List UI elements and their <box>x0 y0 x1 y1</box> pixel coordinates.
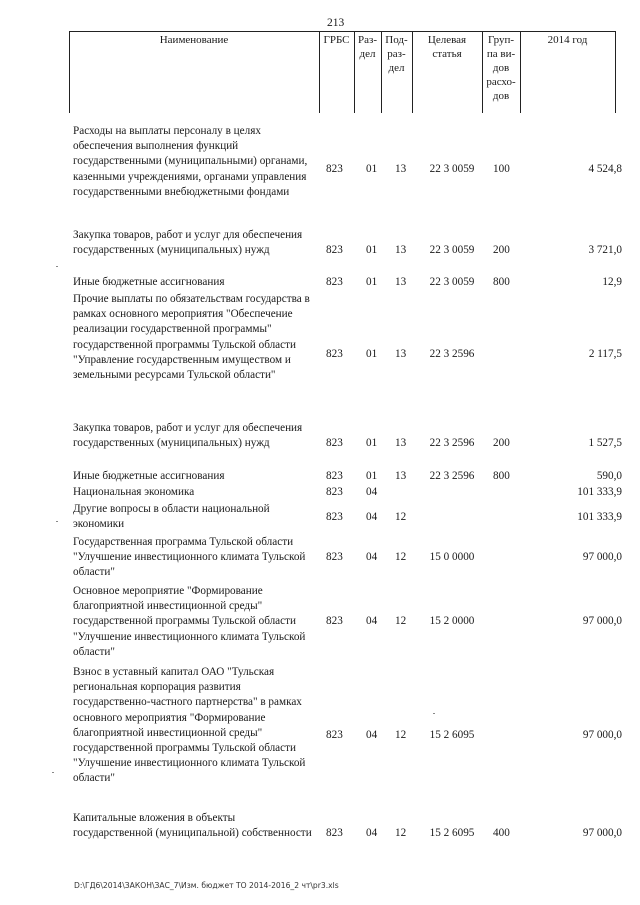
row-vid-rashodov: 100 <box>493 163 510 175</box>
row-razdel: 01 <box>366 437 378 449</box>
row-grbs: 823 <box>326 486 343 498</box>
row-razdel: 01 <box>366 276 378 288</box>
header-podrazdel-line: раз- <box>387 48 406 60</box>
row-podrazdel: 12 <box>395 511 407 523</box>
row-podrazdel: 12 <box>395 551 407 563</box>
row-name: Взнос в уставный капитал ОАО "Тульская региональная корпорация развития государственно-частного партнерства" в рамках основного мероприятия "Формирование благоприятной инвестиционной среды" государственной программы Тульской области "Улучшение инвестиционного климата Тульской области" <box>73 666 306 785</box>
row-celevaya: 22 3 2596 <box>429 348 475 360</box>
row-razdel: 04 <box>366 486 378 498</box>
row-name: Иные бюджетные ассигнования <box>73 470 225 482</box>
row-sum: 12,9 <box>602 276 622 288</box>
row-grbs: 823 <box>326 244 343 256</box>
row-name: Основное мероприятие "Формирование благоприятной инвестиционной среды" государственной программы Тульской области "Улучшение инвестиционного климата Тульской области" <box>73 585 306 658</box>
row-grbs: 823 <box>326 276 343 288</box>
header-year: 2014 год <box>547 34 588 46</box>
header-divider <box>615 31 616 113</box>
row-razdel: 04 <box>366 511 378 523</box>
row-celevaya: 15 2 0000 <box>429 615 475 627</box>
row-celevaya: 22 3 0059 <box>429 276 475 288</box>
row-razdel: 04 <box>366 551 378 563</box>
row-grbs: 823 <box>326 615 343 627</box>
row-podrazdel: 12 <box>395 729 407 741</box>
row-razdel: 01 <box>366 163 378 175</box>
row-razdel: 01 <box>366 470 378 482</box>
row-sum: 97 000,0 <box>582 729 622 741</box>
row-razdel: 01 <box>366 348 378 360</box>
row-name: Расходы на выплаты персоналу в целях обеспечения выполнения функций государственными (муниципальными) органами, казенными учреждениями, органами управления государственными внебюджетными фондами <box>73 125 308 198</box>
header-gruppa-line: Груп- <box>487 34 515 46</box>
row-sum: 101 333,9 <box>577 486 622 498</box>
scan-speck <box>56 266 58 267</box>
scan-speck <box>433 713 435 714</box>
row-grbs: 823 <box>326 511 343 523</box>
row-name: Другие вопросы в области национальной экономики <box>73 503 270 531</box>
row-vid-rashodov: 200 <box>493 437 510 449</box>
row-name: Национальная экономика <box>73 486 195 498</box>
header-gruppa-line: дов <box>492 90 510 102</box>
row-grbs: 823 <box>326 729 343 741</box>
row-celevaya: 22 3 2596 <box>429 437 475 449</box>
row-razdel: 01 <box>366 244 378 256</box>
header-razdel-line: дел <box>359 48 376 60</box>
row-podrazdel: 12 <box>395 615 407 627</box>
row-vid-rashodov: 800 <box>493 470 510 482</box>
row-vid-rashodov: 400 <box>493 827 510 839</box>
header-gruppa-line: па ви- <box>486 48 516 60</box>
row-razdel: 04 <box>366 827 378 839</box>
row-celevaya: 22 3 0059 <box>429 244 475 256</box>
page-number: 213 <box>327 17 345 29</box>
header-celevaya-line: статья <box>432 48 462 60</box>
row-name: Иные бюджетные ассигнования <box>73 276 225 288</box>
row-razdel: 04 <box>366 729 378 741</box>
row-podrazdel: 13 <box>395 437 407 449</box>
header-gruppa <box>482 33 520 103</box>
row-celevaya: 22 3 0059 <box>429 163 475 175</box>
row-sum: 590,0 <box>596 470 622 482</box>
row-razdel: 04 <box>366 615 378 627</box>
row-vid-rashodov: 800 <box>493 276 510 288</box>
row-podrazdel: 13 <box>395 244 407 256</box>
row-sum: 1 527,5 <box>588 437 622 449</box>
header-top-border <box>69 31 616 32</box>
row-podrazdel: 13 <box>395 276 407 288</box>
row-celevaya: 22 3 2596 <box>429 470 475 482</box>
row-sum: 97 000,0 <box>582 551 622 563</box>
row-name: Государственная программа Тульской области "Улучшение инвестиционного климата Тульской области" <box>73 536 306 579</box>
row-grbs: 823 <box>326 163 343 175</box>
scan-speck <box>52 772 54 773</box>
header-celevaya-line: Целевая <box>427 34 467 46</box>
row-name: Капитальные вложения в объекты государственной (муниципальной) собственности <box>73 812 312 840</box>
row-grbs: 823 <box>326 437 343 449</box>
row-sum: 97 000,0 <box>582 615 622 627</box>
header-podrazdel-line: дел <box>388 62 405 74</box>
header-razdel-line: Раз- <box>357 34 377 46</box>
row-podrazdel: 12 <box>395 827 407 839</box>
header-name: Наименование <box>159 34 229 46</box>
row-name: Закупка товаров, работ и услуг для обеспечения государственных (муниципальных) нужд <box>73 229 303 257</box>
row-podrazdel: 13 <box>395 348 407 360</box>
header-podrazdel-line: Под- <box>385 34 408 46</box>
row-grbs: 823 <box>326 470 343 482</box>
row-podrazdel: 13 <box>395 163 407 175</box>
file-path-footer: D:\ГД6\2014\ЗАКОН\ЗАС_7\Изм. бюджет ТО 2014-2016_2 чт\pr3.xls <box>74 881 339 890</box>
header-razdel <box>354 33 381 61</box>
header-grbs: ГРБС <box>323 34 350 46</box>
row-sum: 2 117,5 <box>588 348 622 360</box>
header-gruppa-line: расхо- <box>486 76 516 88</box>
row-sum: 97 000,0 <box>582 827 622 839</box>
row-celevaya: 15 0 0000 <box>429 551 475 563</box>
header-gruppa-line: дов <box>492 62 510 74</box>
row-name: Прочие выплаты по обязательствам государства в рамках основного мероприятия "Обеспечение реализации государственной программы" государственной программы Тульской области "Управление государственным имуществом и земельными ресурсами Тульской области" <box>73 293 310 382</box>
row-grbs: 823 <box>326 827 343 839</box>
row-vid-rashodov: 200 <box>493 244 510 256</box>
row-sum: 4 524,8 <box>588 163 622 175</box>
row-name: Закупка товаров, работ и услуг для обеспечения государственных (муниципальных) нужд <box>73 422 303 450</box>
row-celevaya: 15 2 6095 <box>429 827 475 839</box>
scan-speck <box>56 521 58 522</box>
row-sum: 101 333,9 <box>577 511 622 523</box>
row-grbs: 823 <box>326 551 343 563</box>
row-podrazdel: 13 <box>395 470 407 482</box>
header-celevaya <box>412 33 482 61</box>
row-sum: 3 721,0 <box>588 244 622 256</box>
row-grbs: 823 <box>326 348 343 360</box>
header-podrazdel <box>381 33 412 75</box>
row-celevaya: 15 2 6095 <box>429 729 475 741</box>
